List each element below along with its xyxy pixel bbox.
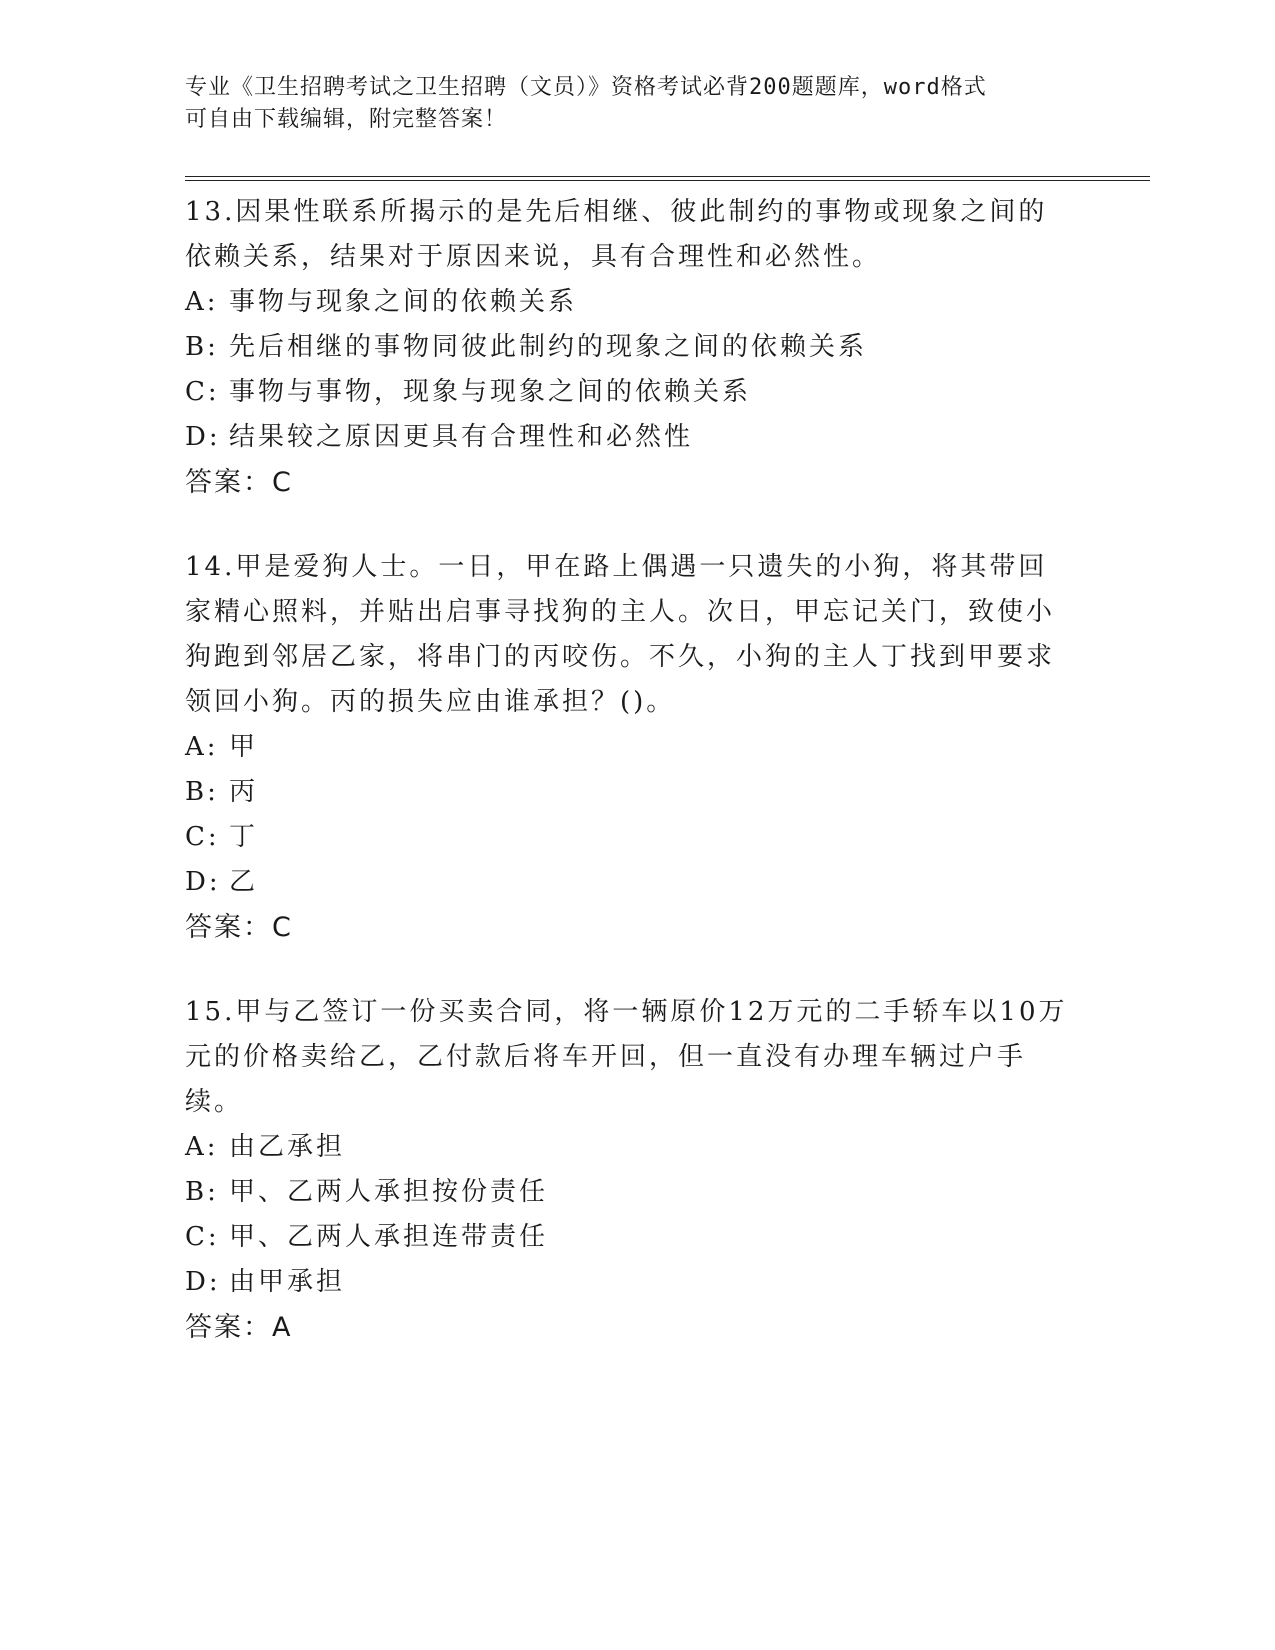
- option-key: B:: [185, 1177, 219, 1207]
- answer: 答案：A: [185, 1312, 293, 1343]
- answer: 答案：C: [185, 912, 293, 943]
- question-text: 13.因果性联系所揭示的是先后相继、彼此制约的事物或现象之间的依赖关系，结果对于原因来说，具有合理性和必然性。: [185, 197, 1048, 272]
- option-a: [185, 280, 1075, 325]
- option-c: [185, 1215, 1075, 1260]
- option-text: 结果较之原因更具有合理性和必然性: [229, 422, 694, 452]
- option-text: 事物与事物，现象与现象之间的依赖关系: [229, 377, 752, 407]
- option-text: 事物与现象之间的依赖关系: [229, 287, 578, 317]
- document-header: [185, 72, 1065, 136]
- option-text: 甲、乙两人承担按份责任: [229, 1177, 549, 1207]
- question-text: 15.甲与乙签订一份买卖合同，将一辆原价12万元的二手轿车以10万元的价格卖给乙，乙付款后将车开回，但一直没有办理车辆过户手续。: [185, 997, 1068, 1117]
- option-key: A:: [185, 1132, 219, 1162]
- question-14: [185, 545, 1075, 950]
- option-key: C:: [185, 1222, 220, 1252]
- option-c: [185, 815, 1075, 860]
- question-15: [185, 990, 1075, 1350]
- option-text: 甲、乙两人承担连带责任: [229, 1222, 549, 1252]
- answer: 答案：C: [185, 467, 293, 498]
- option-key: C:: [185, 377, 220, 407]
- option-key: D:: [185, 422, 221, 452]
- option-text: 丁: [229, 822, 259, 852]
- option-text: 由乙承担: [229, 1132, 346, 1162]
- option-text: 先后相继的事物同彼此制约的现象之间的依赖关系: [229, 332, 868, 362]
- option-key: D:: [185, 867, 221, 897]
- option-c: [185, 370, 1075, 415]
- option-b: [185, 770, 1075, 815]
- option-d: [185, 860, 1075, 905]
- option-b: [185, 325, 1075, 370]
- option-key: D:: [185, 1267, 221, 1297]
- option-text: 由甲承担: [229, 1267, 346, 1297]
- option-key: C:: [185, 822, 220, 852]
- option-b: [185, 1170, 1075, 1215]
- option-key: A:: [185, 732, 219, 762]
- option-d: [185, 1260, 1075, 1305]
- option-text: 甲: [229, 732, 259, 762]
- option-key: B:: [185, 777, 219, 807]
- question-list: [185, 190, 1075, 1390]
- option-key: A:: [185, 287, 219, 317]
- option-a: [185, 725, 1075, 770]
- option-key: B:: [185, 332, 219, 362]
- option-text: 乙: [229, 867, 259, 897]
- option-d: [185, 415, 1075, 460]
- question-13: [185, 190, 1075, 505]
- option-text: 丙: [229, 777, 259, 807]
- header-divider: [185, 176, 1150, 181]
- option-a: [185, 1125, 1075, 1170]
- question-text: 14.甲是爱狗人士。一日，甲在路上偶遇一只遗失的小狗，将其带回家精心照料，并贴出启事寻找狗的主人。次日，甲忘记关门，致使小狗跑到邻居乙家，将串门的丙咬伤。不久，小狗的主人丁找到甲要求领回小狗。丙的损失应由谁承担？()。: [185, 552, 1056, 717]
- header-line-1: 专业《卫生招聘考试之卫生招聘（文员）》资格考试必背200题题库，word格式: [185, 75, 987, 100]
- header-line-2: 可自由下载编辑，附完整答案！: [185, 107, 508, 132]
